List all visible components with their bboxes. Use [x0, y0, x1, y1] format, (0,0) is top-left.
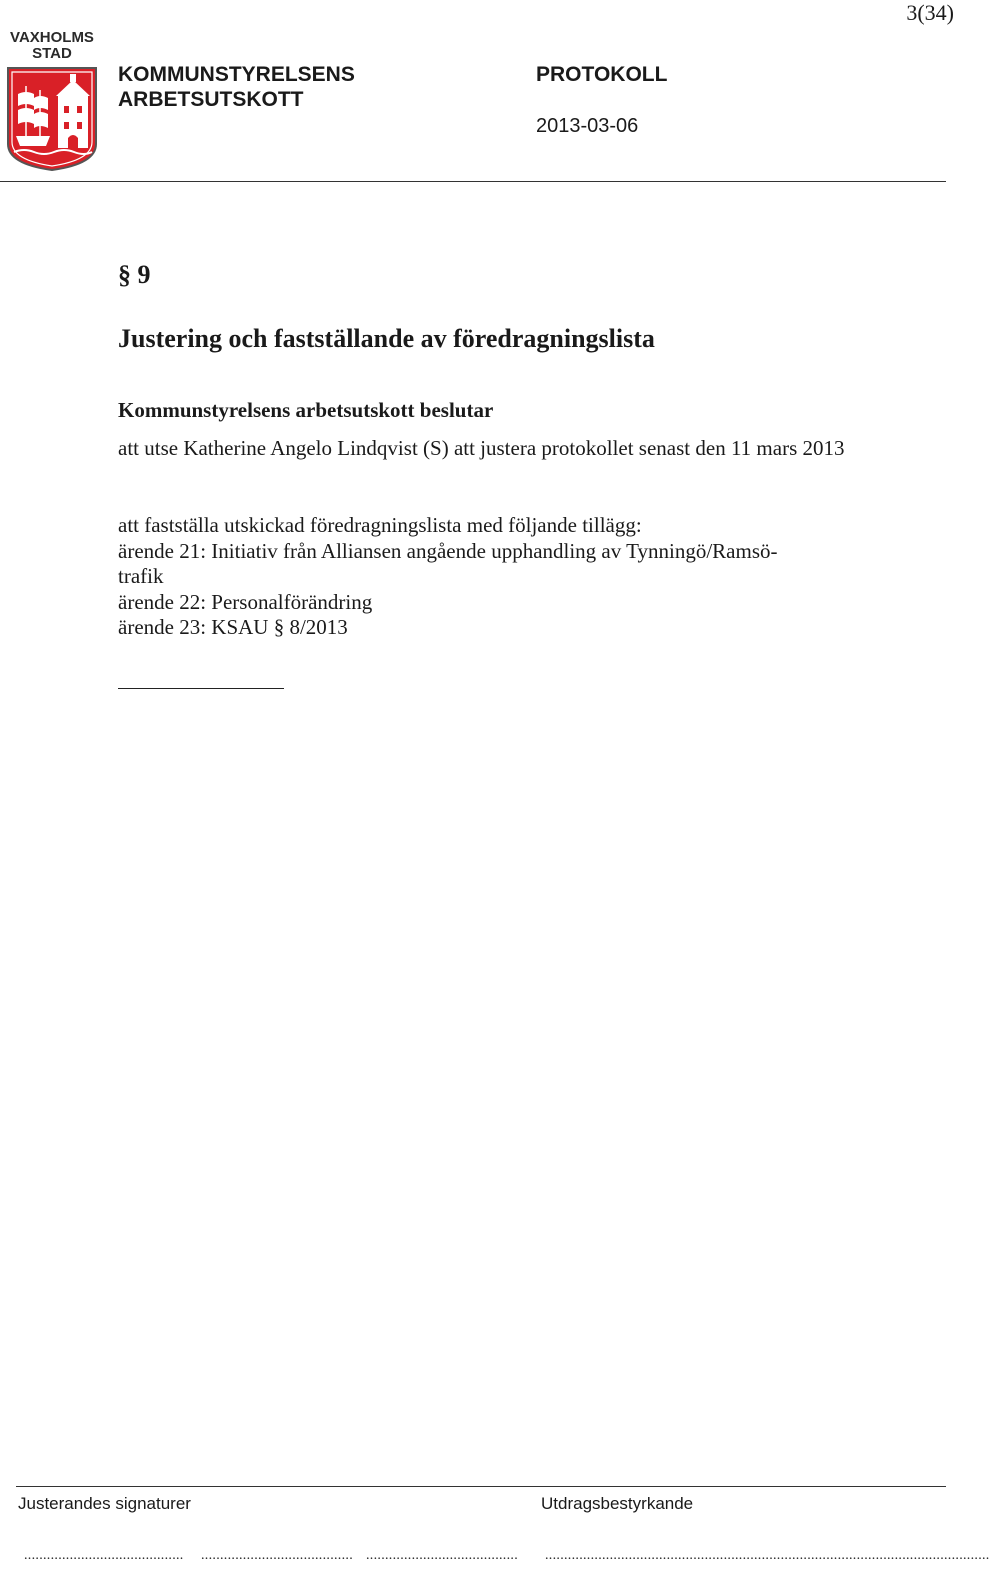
committee-name-line1: KOMMUNSTYRELSENS — [118, 63, 355, 86]
section-title: Justering och fastställande av föredragningslista — [118, 324, 655, 353]
decision-line: att fastställa utskickad föredragningslista med följande tillägg: — [118, 513, 642, 537]
document-date: 2013-03-06 — [536, 115, 639, 137]
extract-certification-label: Utdragsbestyrkande — [541, 1494, 694, 1513]
decision-line: ärende 21: Initiativ från Alliansen angående upphandling av Tynningö/Ramsö- — [118, 538, 778, 563]
paragraph-number: § 9 — [118, 260, 151, 289]
decision-text-2 — [118, 513, 918, 641]
committee-name-line2: ARBETSUTSKOTT — [118, 88, 304, 111]
vaxholm-coat-of-arms-logo — [4, 30, 100, 172]
committee-name — [118, 62, 355, 112]
signature-line-3: ........................................ — [366, 1548, 518, 1563]
extract-signature-line: ..................................................................................................................... — [545, 1548, 990, 1563]
decision-line: ärende 22: Personalförändring — [118, 589, 373, 614]
logo-text-line1: VAXHOLMS — [10, 29, 94, 46]
signatures-label: Justerandes signaturer — [18, 1494, 191, 1513]
logo-text-line2: STAD — [32, 45, 72, 62]
header-divider — [0, 181, 946, 182]
decision-text-1: att utse Katherine Angelo Lindqvist (S) att justera protokollet senast den 11 mars 2013 — [118, 436, 845, 460]
document-type: PROTOKOLL — [536, 63, 668, 86]
signature-line-1: .......................................... — [24, 1548, 184, 1563]
section-end-line — [118, 688, 284, 689]
decision-heading: Kommunstyrelsens arbetsutskott beslutar — [118, 398, 494, 422]
signature-line-2: ........................................ — [201, 1548, 353, 1563]
decision-line: ärende 23: KSAU § 8/2013 — [118, 615, 348, 639]
page-number: 3(34) — [906, 0, 954, 25]
decision-line: trafik — [118, 564, 164, 588]
footer-divider — [16, 1486, 946, 1487]
